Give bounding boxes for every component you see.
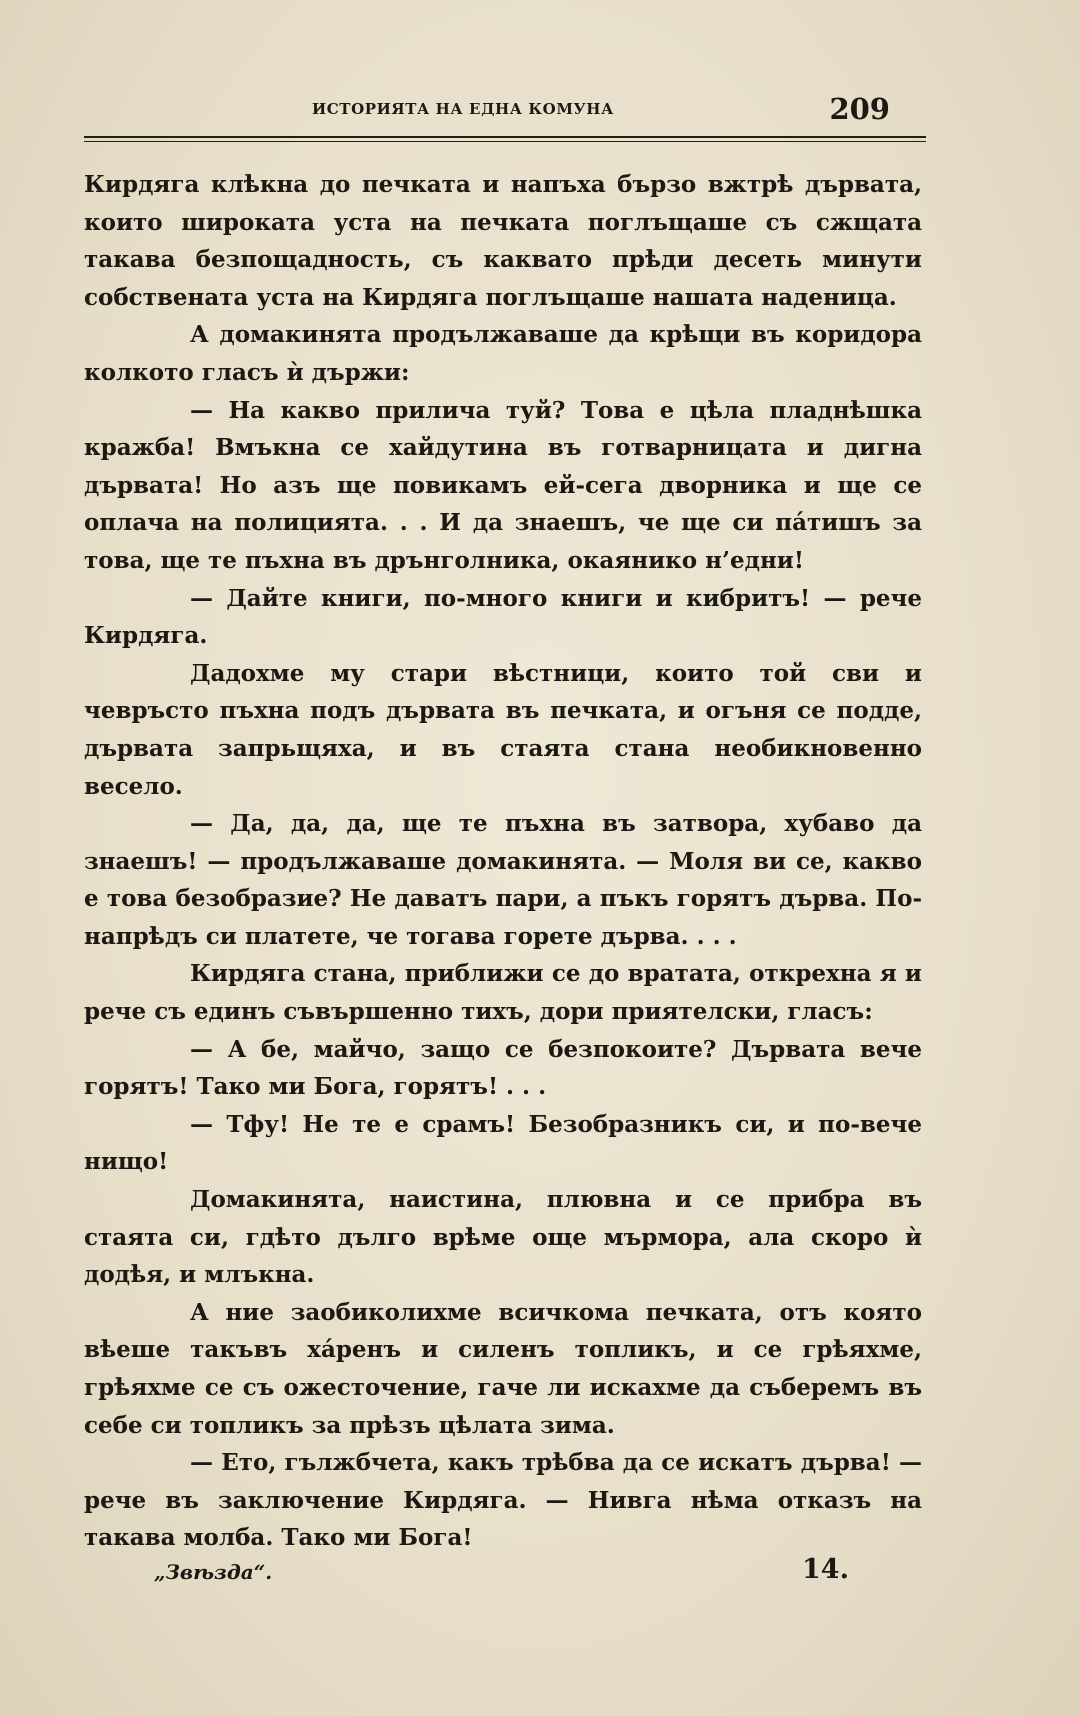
paragraph: А ние заобиколихме всичкома печката, отъ която вѣеше такъвъ хáренъ и силенъ топликъ, и се грѣяхме, грѣяхме се съ ожесточение, гаче ли искахме да съберемъ въ себе си топликъ за прѣзъ цѣлата зима. [84, 1298, 922, 1439]
paragraph: — На какво прилича туй? Това е цѣла пладнѣшка кражба! Вмъкна се хайдутина въ готварницата и дигна дървата! Но азъ ще повикамъ ей-сега дворника и ще се оплача на полицията. . . И да знаешъ, че ще си пáтишъ за това, ще те пъхна въ дрънголника, окаянико н’едни! [84, 396, 922, 574]
paragraph: — Да, да, да, ще те пъхна въ затвора, хубаво да знаешъ! — продължаваше домакинята. — Моля ви се, какво е това безобразие? Не даватъ пари, а пъкъ горятъ дърва. По-напрѣдъ си платете, че тогава горете дърва. . . . [84, 810, 922, 950]
paragraph: Кирдяга стана, приближи се до вратата, открехна я и рече съ единъ съвършенно тихъ, дори приятелски, гласъ: [84, 960, 922, 1026]
page-header [84, 92, 926, 132]
paragraph: Дадохме му стари вѣстници, които той сви и чевръсто пъхна подъ дървата въ печката, и огъня се подде, дървата запрьщяха, и въ стаята стана необикновенно весело. [84, 659, 922, 800]
paragraph: — Дайте книги, по-много книги и кибритъ! — рече Кирдяга. [84, 584, 922, 650]
header-rule-bottom [84, 141, 926, 142]
page-number: 209 [829, 92, 890, 126]
printer-signature: „Звѣзда“. [154, 1560, 273, 1584]
page-footer [84, 1554, 926, 1594]
paragraph: — Тфу! Не те е срамъ! Безобразникъ си, и по-вече нищо! [84, 1110, 922, 1176]
paragraph: Кирдяга клѣкна до печката и напъха бързо вжтрѣ дървата, които широката уста на печката поглъщаше съ сжщата такава безпощадность, съ каквато прѣди десеть минути собствената уста на Кирдяга поглъщаше нашата наденица. [84, 171, 922, 311]
signature-mark: 14. [802, 1554, 849, 1585]
paragraph: Домакинята, наистина, плювна и се прибра въ стаята си, гдѣто дълго врѣме още мърмора, ала скоро ѝ додѣя, и млъкна. [84, 1186, 922, 1289]
running-title: ИСТОРИЯТА НА ЕДНА КОМУНА [312, 100, 614, 118]
paragraph: — Ето, гължбчета, какъ трѣбва да се искатъ дърва! — рече въ заключение Кирдяга. — Нивга нѣма отказъ на такава молба. Тако ми Бога! [84, 1449, 922, 1552]
body-text [84, 166, 922, 1557]
header-rule-top [84, 136, 926, 138]
paragraph: А домакинята продължаваше да крѣщи въ коридора колкото гласъ ѝ държи: [84, 321, 922, 386]
paragraph: — А бе, майчо, защо се безпокоите? Дървата вече горятъ! Тако ми Бога, горятъ! . . . [84, 1035, 922, 1101]
